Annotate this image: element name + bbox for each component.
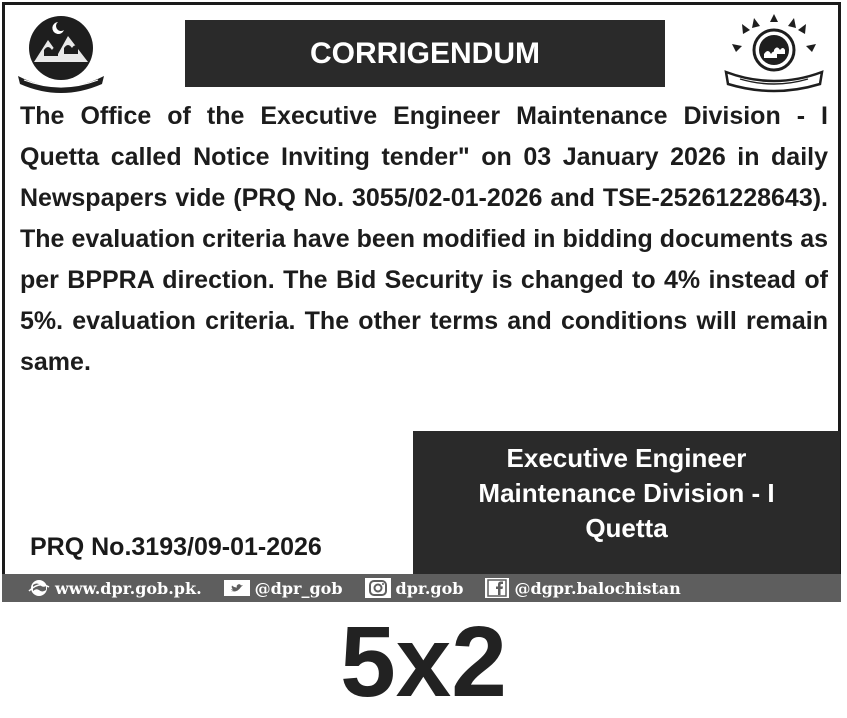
website-link[interactable]: www.dpr.gob.pk. — [55, 578, 202, 598]
balochistan-emblem-left — [14, 10, 108, 96]
page-title: CORRIGENDUM — [185, 20, 665, 87]
instagram-handle[interactable]: dpr.gob — [395, 578, 464, 598]
facebook-handle[interactable]: @dgpr.balochistan — [514, 578, 681, 598]
twitter-handle[interactable]: @dpr_gob — [254, 578, 343, 598]
footer-instagram[interactable] — [365, 578, 464, 598]
footer-twitter[interactable] — [224, 579, 343, 598]
prq-number: PRQ No.3193/09-01-2026 — [30, 533, 322, 561]
signature-designation: Executive Engineer — [506, 443, 747, 473]
dgpr-emblem-right — [718, 10, 830, 96]
signature-city: Quetta — [585, 513, 668, 543]
facebook-icon — [485, 578, 509, 598]
signature-block — [413, 431, 840, 575]
ad-size-label: 5x2 — [340, 606, 507, 718]
footer-bar — [2, 574, 841, 602]
instagram-icon — [365, 578, 391, 598]
notice-body: The Office of the Executive Engineer Maintenance Division - I Quetta called Notice Inviting tender" on 03 January 2026 in daily Newspapers vide (PRQ No. 3055/02-01-2026 and TSE-25261228643). The evaluation criteria have been modified in bidding documents as per BPPRA direction. The Bid Security is changed to 4% instead of 5%. evaluation criteria. The other terms and conditions will remain same. — [20, 102, 828, 376]
footer-facebook[interactable] — [485, 578, 680, 598]
globe-icon — [28, 579, 50, 597]
twitter-icon — [224, 579, 250, 597]
footer-website[interactable] — [28, 579, 202, 598]
signature-division: Maintenance Division - I — [478, 478, 775, 508]
